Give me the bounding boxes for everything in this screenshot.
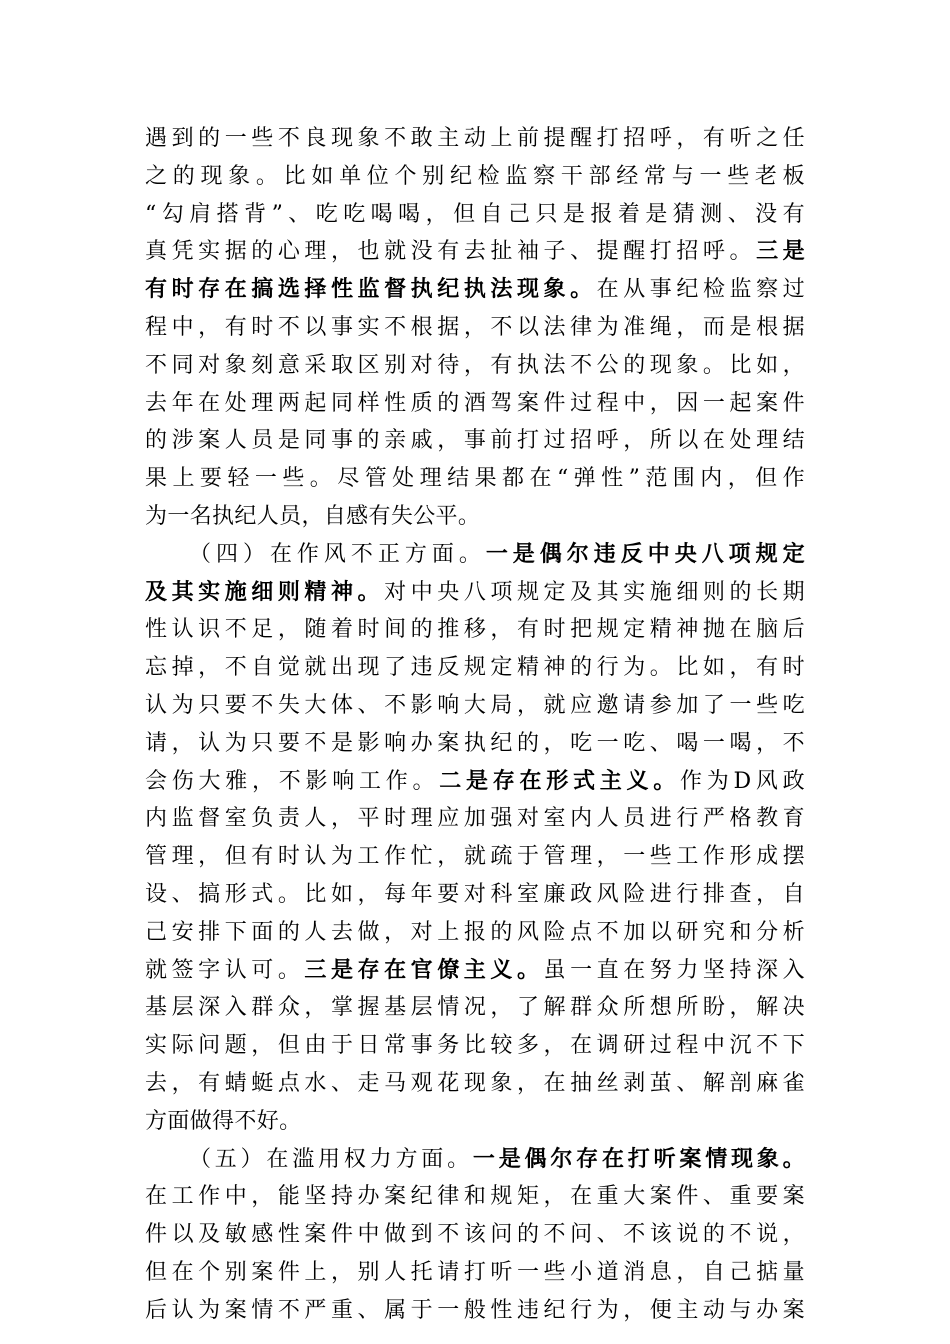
document-body — [145, 120, 805, 1330]
text-line — [145, 536, 805, 574]
text-line — [145, 914, 805, 952]
text-run: （五）在滥用权力方面。 — [189, 1146, 473, 1172]
text-line — [145, 611, 805, 649]
bold-text: 有时存在搞选择性监督执纪执法现象。 — [145, 276, 597, 303]
text-line — [145, 1216, 805, 1254]
bold-text: 一是偶尔存在打听案情现象。 — [472, 1145, 805, 1172]
text-run: 遇到的一些不良现象不敢主动上前提醒打招呼，有听之任 — [145, 126, 805, 151]
text-run: 去，有蜻蜓点水、走马观花现象，在抽丝剥茧、解剖麻雀 — [145, 1070, 805, 1096]
text-run: 的涉案人员是同事的亲戚，事前打过招呼，所以在处理结 — [145, 428, 805, 454]
text-run: 但在个别案件上，别人托请打听一些小道消息，自己掂量 — [145, 1259, 805, 1285]
text-line — [145, 385, 805, 423]
text-run: 基层深入群众，掌握基层情况，了解群众所想所盼，解决 — [145, 995, 805, 1021]
bold-text: 及其实施细则精神。 — [145, 578, 385, 605]
text-run: 虽一直在努力坚持深入 — [543, 957, 805, 983]
text-line — [145, 1292, 805, 1330]
text-run: 请，认为只要不是影响办案执纪的，吃一吃、喝一喝，不 — [145, 730, 805, 756]
text-run: 对中央八项规定及其实施细则的长期 — [384, 579, 805, 605]
text-run: 在工作中，能坚持办案纪律和规矩，在重大案件、重要案 — [145, 1184, 805, 1210]
text-run: 为一名执纪人员，自感有失公平。 — [145, 503, 481, 529]
text-line — [145, 120, 805, 158]
bold-text: 二是存在形式主义。 — [439, 767, 680, 794]
text-run: （四）在作风不正方面。 — [189, 541, 486, 567]
text-run: 认为只要不失大体、不影响大局，就应邀请参加了一些吃 — [145, 692, 805, 718]
text-run: 果上要轻一些。尽管处理结果都在“弹性”范围内，但作 — [145, 466, 805, 492]
text-run: 在从事纪检监察过 — [596, 277, 805, 303]
text-run: 之的现象。比如单位个别纪检监察干部经常与一些老板 — [145, 163, 805, 189]
text-line — [145, 158, 805, 196]
text-run: 会伤大雅，不影响工作。 — [145, 768, 440, 794]
text-line — [145, 196, 805, 234]
text-line — [145, 1103, 805, 1141]
text-run: 去年在处理两起同样性质的酒驾案件过程中，因一起案件 — [145, 390, 805, 416]
text-line — [145, 271, 805, 309]
text-line — [145, 574, 805, 612]
text-line — [145, 876, 805, 914]
text-line — [145, 498, 805, 536]
text-line — [145, 460, 805, 498]
bold-text: 一是偶尔违反中央八项规定 — [485, 540, 805, 567]
text-line — [145, 725, 805, 763]
text-run: 内监督室负责人，平时理应加强对室内人员进行严格教育 — [145, 806, 805, 832]
bold-text: 三是 — [756, 238, 805, 265]
text-run: 性认识不足，随着时间的推移，有时把规定精神抛在脑后 — [145, 617, 805, 643]
text-run: 后认为案情不严重、属于一般性违纪行为，便主动与办案 — [145, 1297, 805, 1323]
text-run: 真凭实据的心理，也就没有去扯袖子、提醒打招呼。 — [145, 239, 757, 265]
text-run: 程中，有时不以事实不根据，不以法律为准绳，而是根据 — [145, 314, 805, 340]
text-run: 己安排下面的人去做，对上报的风险点不加以研究和分析 — [145, 919, 805, 945]
text-line — [145, 1141, 805, 1179]
text-line — [145, 687, 805, 725]
text-line — [145, 309, 805, 347]
text-line — [145, 1027, 805, 1065]
bold-text: 三是存在官僚主义。 — [304, 956, 544, 983]
text-line — [145, 952, 805, 990]
text-line — [145, 422, 805, 460]
text-line — [145, 1065, 805, 1103]
text-run: 不同对象刻意采取区别对待，有执法不公的现象。比如， — [145, 352, 805, 378]
text-run: “勾肩搭背”、吃吃喝喝，但自己只是报着是猜测、没有 — [145, 201, 805, 227]
text-line — [145, 1254, 805, 1292]
text-line — [145, 233, 805, 271]
text-line — [145, 800, 805, 838]
text-run: 管理，但有时认为工作忙，就疏于管理，一些工作形成摆 — [145, 844, 805, 870]
text-run: 作为D风政 — [680, 768, 805, 794]
text-run: 就签字认可。 — [145, 957, 305, 983]
text-run: 设、搞形式。比如，每年要对科室廉政风险进行排查，自 — [145, 881, 805, 907]
text-line — [145, 989, 805, 1027]
text-line — [145, 649, 805, 687]
text-run: 件以及敏感性案件中做到不该问的不问、不该说的不说， — [145, 1222, 805, 1248]
text-run: 实际问题，但由于日常事务比较多，在调研过程中沉不下 — [145, 1033, 805, 1059]
text-line — [145, 347, 805, 385]
text-line — [145, 838, 805, 876]
text-run: 忘掉，不自觉就出现了违反规定精神的行为。比如，有时 — [145, 655, 805, 681]
text-run: 方面做得不好。 — [145, 1108, 302, 1134]
text-line — [145, 1178, 805, 1216]
text-line — [145, 763, 805, 801]
